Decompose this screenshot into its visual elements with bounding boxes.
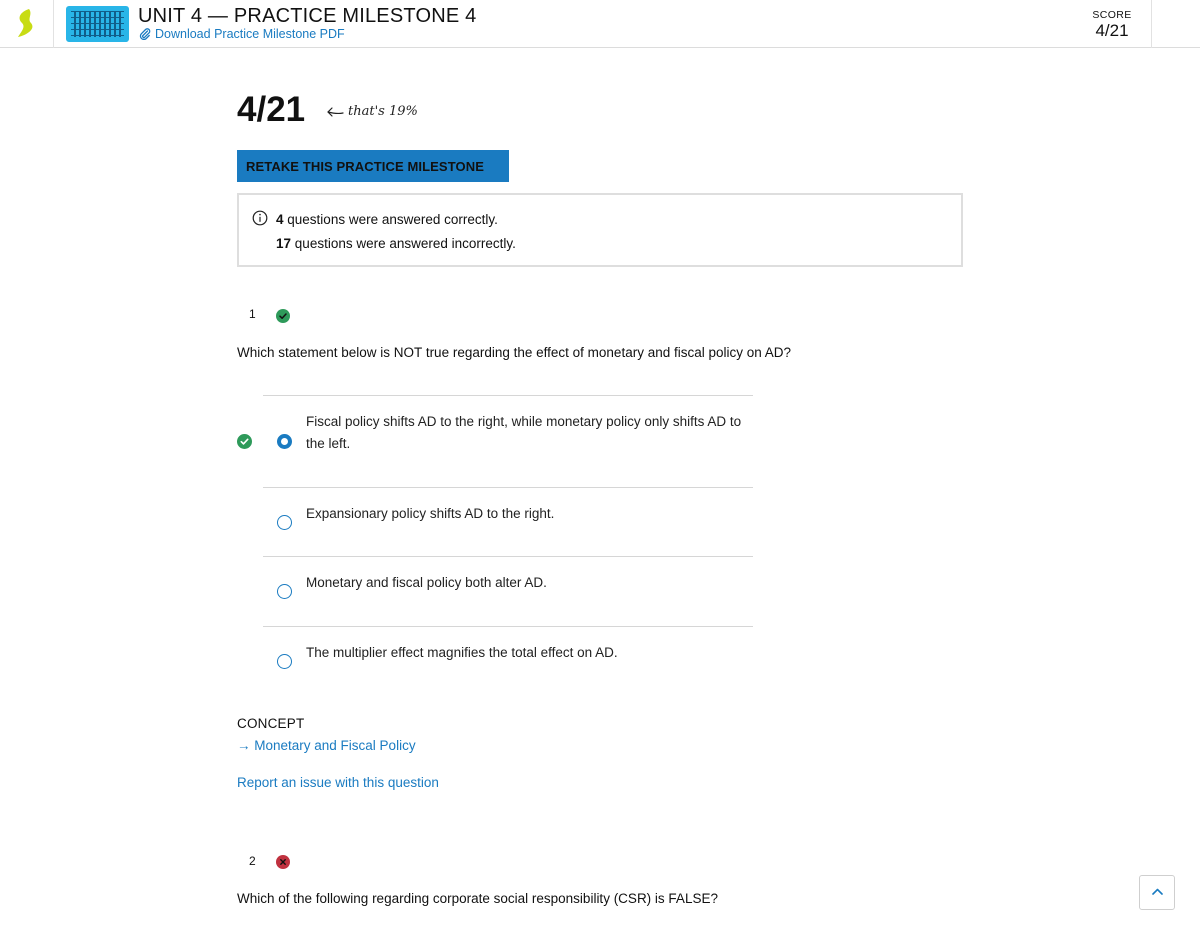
page-title: UNIT 4 — PRACTICE MILESTONE 4 xyxy=(138,5,477,27)
correct-answer-icon xyxy=(237,434,252,454)
logo-cell[interactable] xyxy=(0,0,54,48)
answer-text: Fiscal policy shifts AD to the right, while monetary policy only shifts AD to the left. xyxy=(306,414,742,451)
answer-option[interactable] xyxy=(263,556,753,626)
radio-button[interactable] xyxy=(277,654,292,669)
radio-button[interactable] xyxy=(277,515,292,530)
answer-text: The multiplier effect magnifies the total effect on AD. xyxy=(306,645,618,660)
download-pdf-link[interactable] xyxy=(139,27,345,41)
paperclip-icon xyxy=(139,28,151,40)
answer-option[interactable] xyxy=(263,395,753,487)
arrow-left-icon xyxy=(326,106,344,118)
concept-label: CONCEPT xyxy=(237,716,305,731)
incorrect-text: questions were answered incorrectly. xyxy=(294,236,516,251)
answer-list xyxy=(263,395,753,696)
correct-count: 4 xyxy=(276,212,284,227)
question-number: 1 xyxy=(249,307,256,321)
score-panel xyxy=(1073,0,1152,48)
scroll-to-top-button[interactable] xyxy=(1139,875,1175,910)
correct-status-icon xyxy=(276,309,290,323)
answer-option[interactable] xyxy=(263,487,753,556)
chevron-up-icon xyxy=(1151,887,1164,897)
correct-text: questions were answered correctly. xyxy=(287,212,498,227)
unit-thumbnail xyxy=(66,6,129,42)
report-issue-link[interactable]: Report an issue with this question xyxy=(237,775,439,790)
retake-milestone-button[interactable]: RETAKE THIS PRACTICE MILESTONE xyxy=(237,150,509,182)
incorrect-count: 17 xyxy=(276,236,292,251)
radio-button[interactable] xyxy=(277,584,292,599)
info-icon xyxy=(252,210,268,226)
correct-summary xyxy=(276,212,498,227)
answer-text: Expansionary policy shifts AD to the right. xyxy=(306,506,555,521)
concept-link[interactable]: → Monetary and Fiscal Policy xyxy=(237,738,416,753)
question-number: 2 xyxy=(249,854,256,868)
incorrect-summary xyxy=(276,236,516,251)
result-score: 4/21 xyxy=(237,90,306,129)
score-percent-text: that's 19% xyxy=(348,104,418,119)
answer-text: Monetary and fiscal policy both alter AD. xyxy=(306,575,547,590)
score-value: 4/21 xyxy=(1095,21,1129,40)
results-summary-box xyxy=(237,193,963,267)
top-header xyxy=(0,0,1200,48)
incorrect-status-icon xyxy=(276,855,290,869)
radio-button-selected[interactable] xyxy=(277,434,292,449)
question-text: Which statement below is NOT true regarding the effect of monetary and fiscal policy on AD? xyxy=(237,345,792,360)
sophia-logo-icon[interactable] xyxy=(14,8,40,40)
question-text: Which of the following regarding corporate social responsibility (CSR) is FALSE? xyxy=(237,891,718,906)
download-pdf-label[interactable]: Download Practice Milestone PDF xyxy=(155,27,345,41)
score-percent-note xyxy=(326,104,418,119)
score-label: SCORE xyxy=(1092,9,1132,21)
answer-option[interactable] xyxy=(263,626,753,696)
